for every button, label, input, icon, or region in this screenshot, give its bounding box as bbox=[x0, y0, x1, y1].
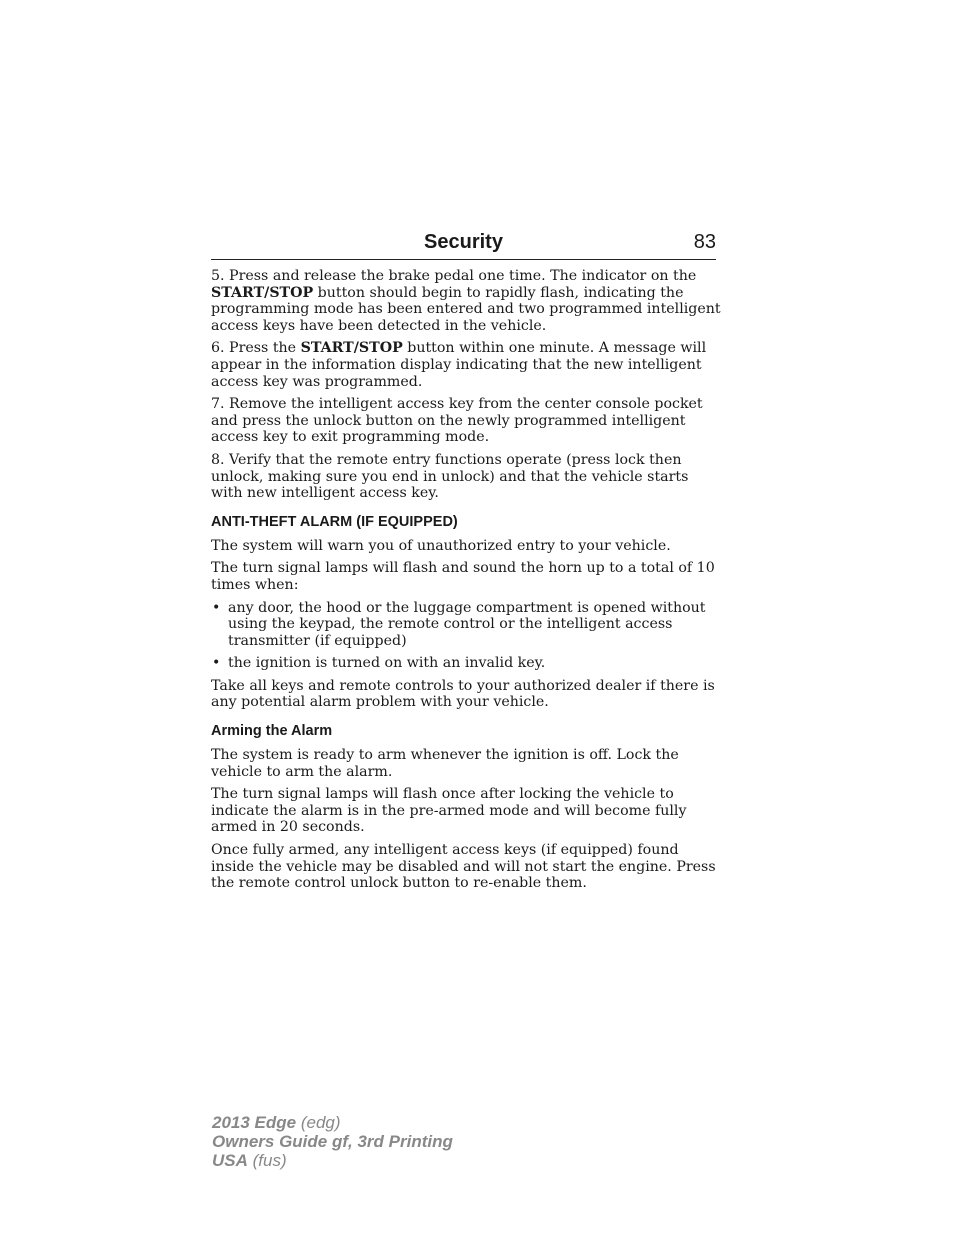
arming-p2: The turn signal lamps will flash once after locking the vehicle to indicate the alarm is in the pre-armed mode and will become fully armed in 20 seconds. bbox=[211, 786, 687, 836]
arming-p1: The system is ready to arm whenever the ignition is off. Lock the vehicle to arm the alarm. bbox=[211, 747, 679, 780]
page-footer bbox=[212, 1113, 453, 1170]
list-item: • any door, the hood or the luggage compartment is opened without using the keypad, the remote control or the intelligent access transmitter (if equipped) bbox=[212, 599, 706, 649]
page-content bbox=[211, 268, 721, 898]
bullet-icon: • bbox=[212, 599, 221, 616]
step-8: 8. Verify that the remote entry functions operate (press lock then unlock, making sure you end in unlock) and that the vehicle starts with new intelligent access key. bbox=[211, 451, 689, 502]
bullet-icon: • bbox=[212, 655, 221, 672]
start-stop-label: START/STOP bbox=[211, 284, 314, 301]
footer-guide: Owners Guide gf, 3rd Printing bbox=[212, 1132, 453, 1151]
anti-theft-intro: The system will warn you of unauthorized entry to your vehicle. bbox=[211, 537, 671, 554]
start-stop-label: START/STOP bbox=[300, 340, 403, 357]
anti-theft-dealer-note: Take all keys and remote controls to your authorized dealer if there is any potential alarm problem with your vehicle. bbox=[211, 677, 715, 711]
footer-model: 2013 Edge (edg) bbox=[212, 1113, 341, 1132]
arming-heading: Arming the Alarm bbox=[211, 723, 333, 740]
anti-theft-heading: ANTI-THEFT ALARM (IF EQUIPPED) bbox=[211, 513, 458, 530]
list-item: • the ignition is turned on with an invalid key. bbox=[212, 655, 546, 672]
page-header bbox=[211, 229, 716, 260]
arming-p3: Once fully armed, any intelligent access keys (if equipped) found inside the vehicle may be disabled and will not start the engine. Press the remote control unlock button to re-enable them. bbox=[211, 842, 716, 892]
step-7: 7. Remove the intelligent access key from the center console pocket and press the unlock button on the newly programmed intelligent access key to exit programming mode. bbox=[211, 396, 703, 446]
page-number: 83 bbox=[693, 231, 716, 253]
step-6: 6. Press the START/STOP button within one minute. A message will appear in the information display indicating that the new intelligent access key was programmed. bbox=[211, 340, 707, 390]
anti-theft-conditions: The turn signal lamps will flash and sound the horn up to a total of 10 times when: bbox=[211, 560, 715, 593]
step-5: 5. Press and release the brake pedal one time. The indicator on the START/STOP button should begin to rapidly flash, indicating the programming mode has been entered and two programmed intelligent access keys have been detected in the vehicle. bbox=[211, 268, 721, 334]
footer-market: USA (fus) bbox=[212, 1151, 287, 1170]
section-title: Security bbox=[424, 231, 503, 253]
condition-list bbox=[211, 600, 721, 672]
